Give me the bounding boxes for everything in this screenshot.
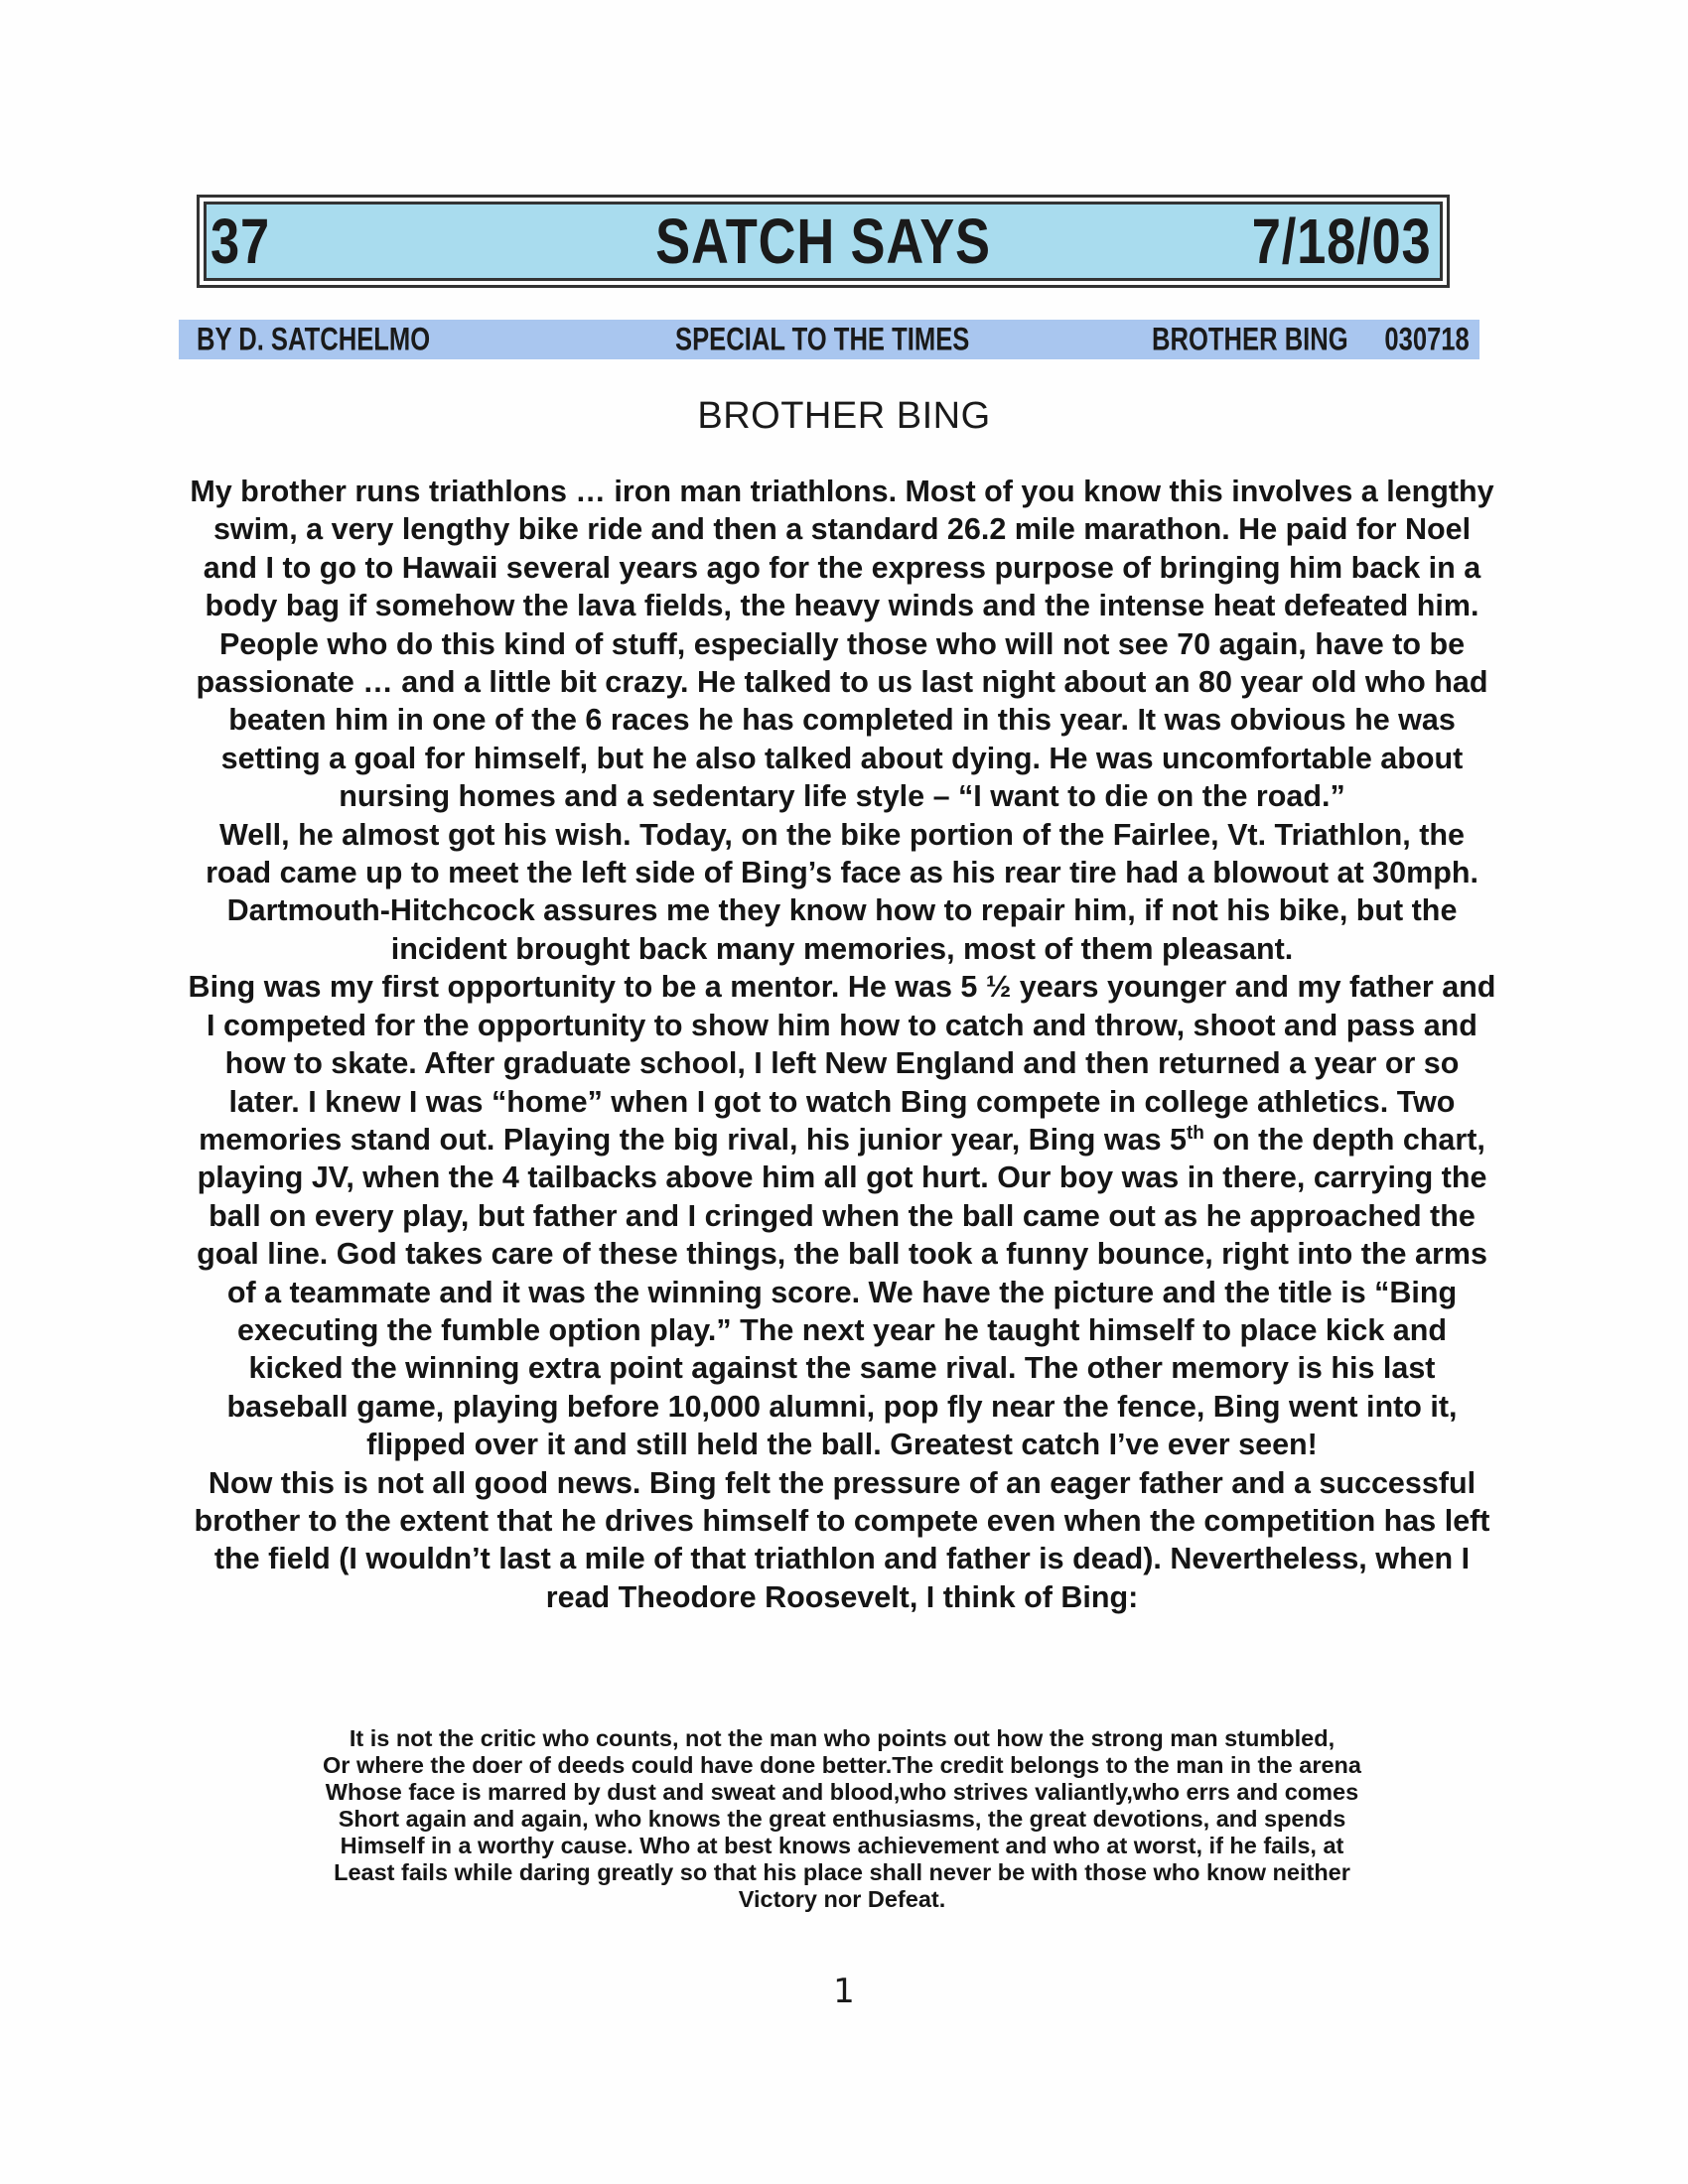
quote-line: Short again and again, who knows the great enthusiasms, the great devotions, and spends (338, 1806, 1346, 1832)
quote-line: Whose face is marred by dust and sweat and blood,who strives valiantly,who errs and comes (325, 1779, 1359, 1805)
column-title: SATCH SAYS (655, 205, 991, 277)
masthead (204, 202, 1443, 281)
page-number: 1 (833, 1972, 855, 2011)
article-body (187, 473, 1497, 1616)
quote-line: It is not the critic who counts, not the man who points out how the strong man stumbled, (349, 1725, 1336, 1751)
byline-special: SPECIAL TO THE TIMES (675, 321, 970, 357)
byline-author: BY D. SATCHELMO (197, 321, 431, 357)
paragraph-3 (187, 968, 1497, 1463)
issue-date: 7/18/03 (1252, 205, 1432, 277)
byline-bar (179, 320, 1479, 359)
paragraph-3-part-1: Bing was my first opportunity to be a mentor. He was 5 ½ years younger and my father and I competed for the opportunity to show him how to catch and throw, shoot and pass and how to skate. After graduate school, I left New England and then returned a year or so later. I knew I was “home” when I got to watch Bing compete in college athletics. Two memories stand out. Playing the big rival, his junior year, Bing was 5 (188, 970, 1496, 1157)
paragraph-2: Well, he almost got his wish. Today, on the bike portion of the Fairlee, Vt. Triathlon, the road came up to meet the left side of Bing’s face as his rear tire had a blowout at 30mph. Dartmouth-Hitchcock assures me they know how to repair him, if not his bike, but the incident brought back many memories, most of them pleasant. (206, 817, 1478, 966)
paragraph-3-part-2: on the depth chart, playing JV, when the 4 tailbacks above him all got hurt. Our boy was in there, carrying the ball on every play, but father and I cringed when the ball came out as he approached the goal line. God takes care of these things, the ball took a funny bounce, right into the arms of a teammate and it was the winning score. We have the picture and the title is “Bing executing the fumble option play.” The next year he taught himself to place kick and kicked the winning extra point against the same rival. The other memory is his last baseball game, playing before 10,000 alumni, pop fly near the fence, Bing went into it, flipped over it and still held the ball. Greatest catch I’ve ever seen! (197, 1122, 1487, 1462)
paragraph-4: Now this is not all good news. Bing felt the pressure of an eager father and a successful brother to the extent that he drives himself to compete even when the competition has left the field (I wouldn’t last a mile of that triathlon and father is dead). Nevertheless, when I read Theodore Roosevelt, I think of Bing: (194, 1465, 1490, 1614)
quote-line: Least fails while daring greatly so that his place shall never be with those who know neither (334, 1859, 1350, 1885)
quote-line: Himself in a worthy cause. Who at best knows achievement and who at worst, if he fails, at (340, 1833, 1344, 1858)
paragraph-1: My brother runs triathlons … iron man triathlons. Most of you know this involves a lengthy swim, a very lengthy bike ride and then a standard 26.2 mile marathon. He paid for Noel and I to go to Hawaii several years ago for the express purpose of bringing him back in a body bag if somehow the lava fields, the heavy winds and the intense heat defeated him. People who do this kind of stuff, especially those who will not see 70 again, have to be passionate … and a little bit crazy. He talked to us last night about an 80 year old who had beaten him in one of the 6 races he has completed in this year. It was obvious he was setting a goal for himself, but he also talked about dying. He was uncomfortable about nursing homes and a sedentary life style – “I want to die on the road.” (190, 475, 1494, 814)
article-headline: BROTHER BING (697, 395, 991, 437)
byline-code: 030718 (1384, 321, 1470, 357)
ordinal-suffix: th (1186, 1122, 1204, 1144)
quote-line: Victory nor Defeat. (738, 1886, 946, 1912)
roosevelt-quote (187, 1725, 1497, 1913)
byline-topic: BROTHER BING (1152, 321, 1348, 357)
masthead-frame (197, 195, 1450, 288)
issue-number: 37 (211, 205, 271, 277)
quote-line: Or where the doer of deeds could have done better.The credit belongs to the man in the arena (323, 1752, 1361, 1778)
